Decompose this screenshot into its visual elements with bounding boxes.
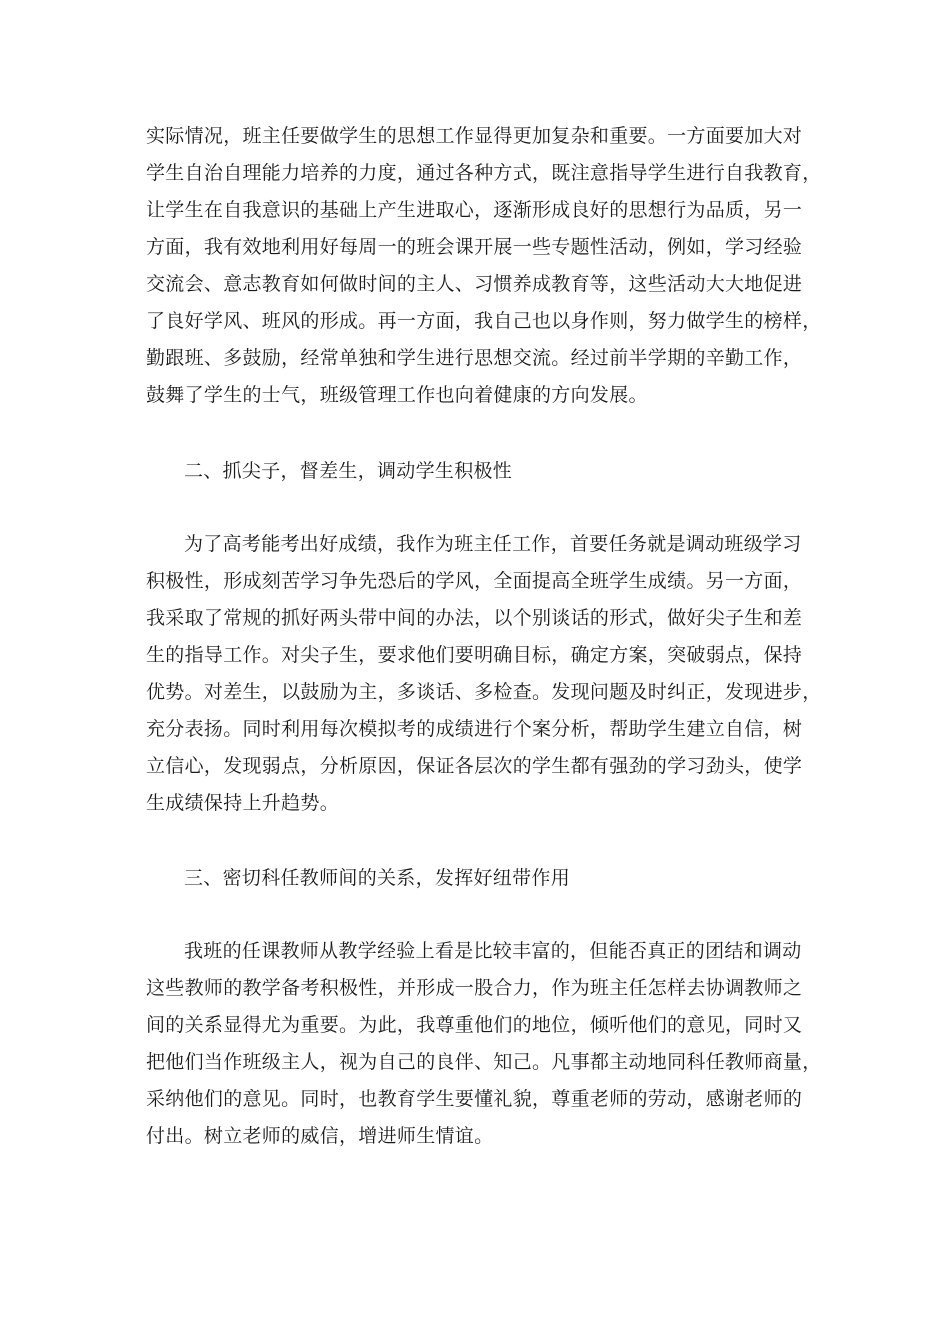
paragraph-line: 把他们当作班级主人，视为自己的良伴、知己。凡事都主动地同科任教师商量， [146,1051,822,1073]
paragraph-line: 鼓舞了学生的士气，班级管理工作也向着健康的方向发展。 [146,384,648,406]
section-heading-3: 三、密切科任教师间的关系，发挥好纽带作用 [184,867,571,889]
paragraph-line: 我班的任课教师从教学经验上看是比较丰富的，但能否真正的团结和调动 [184,940,802,962]
paragraph-line: 充分表扬。同时利用每次模拟考的成绩进行个案分析，帮助学生建立自信，树 [146,718,803,740]
paragraph-line: 这些教师的教学备考积极性，并形成一股合力，作为班主任怎样去协调教师之 [146,977,803,999]
paragraph-line: 立信心，发现弱点，分析原因，保证各层次的学生都有强劲的学习劲头，使学 [146,755,803,777]
paragraph-line: 为了高考能考出好成绩，我作为班主任工作，首要任务就是调动班级学习 [184,533,802,555]
paragraph-line: 积极性，形成刻苦学习争先恐后的学风，全面提高全班学生成绩。另一方面， [146,570,803,592]
paragraph-line: 优势。对差生，以鼓励为主，多谈话、多检查。发现问题及时纠正，发现进步， [146,681,822,703]
paragraph-line: 采纳他们的意见。同时，也教育学生要懂礼貌，尊重老师的劳动，感谢老师的 [146,1088,803,1110]
paragraph-line: 生的指导工作。对尖子生，要求他们要明确目标，确定方案，突破弱点，保持 [146,644,803,666]
paragraph-line: 让学生在自我意识的基础上产生进取心，逐渐形成良好的思想行为品质，另一 [146,199,803,221]
section-heading-2: 二、抓尖子，督差生，调动学生积极性 [184,460,513,482]
paragraph-line: 我采取了常规的抓好两头带中间的办法，以个别谈话的形式，做好尖子生和差 [146,607,803,629]
paragraph-line: 交流会、意志教育如何做时间的主人、习惯养成教育等，这些活动大大地促进 [146,273,803,295]
paragraph-line: 学生自治自理能力培养的力度，通过各种方式，既注意指导学生进行自我教育， [146,162,822,184]
paragraph-line: 付出。树立老师的威信，增进师生情谊。 [146,1125,494,1147]
paragraph-line: 生成绩保持上升趋势。 [146,792,340,814]
paragraph-3 [146,933,822,1155]
paragraph-1 [146,118,822,414]
paragraph-2 [146,526,822,822]
paragraph-line: 方面，我有效地利用好每周一的班会课开展一些专题性活动，例如，学习经验 [146,236,803,258]
paragraph-line: 间的关系显得尤为重要。为此，我尊重他们的地位，倾听他们的意见，同时又 [146,1014,803,1036]
paragraph-line: 实际情况，班主任要做学生的思想工作显得更加复杂和重要。一方面要加大对 [146,125,803,147]
paragraph-line: 了良好学风、班风的形成。再一方面，我自己也以身作则，努力做学生的榜样， [146,310,822,332]
paragraph-line: 勤跟班、多鼓励，经常单独和学生进行思想交流。经过前半学期的辛勤工作， [146,347,803,369]
